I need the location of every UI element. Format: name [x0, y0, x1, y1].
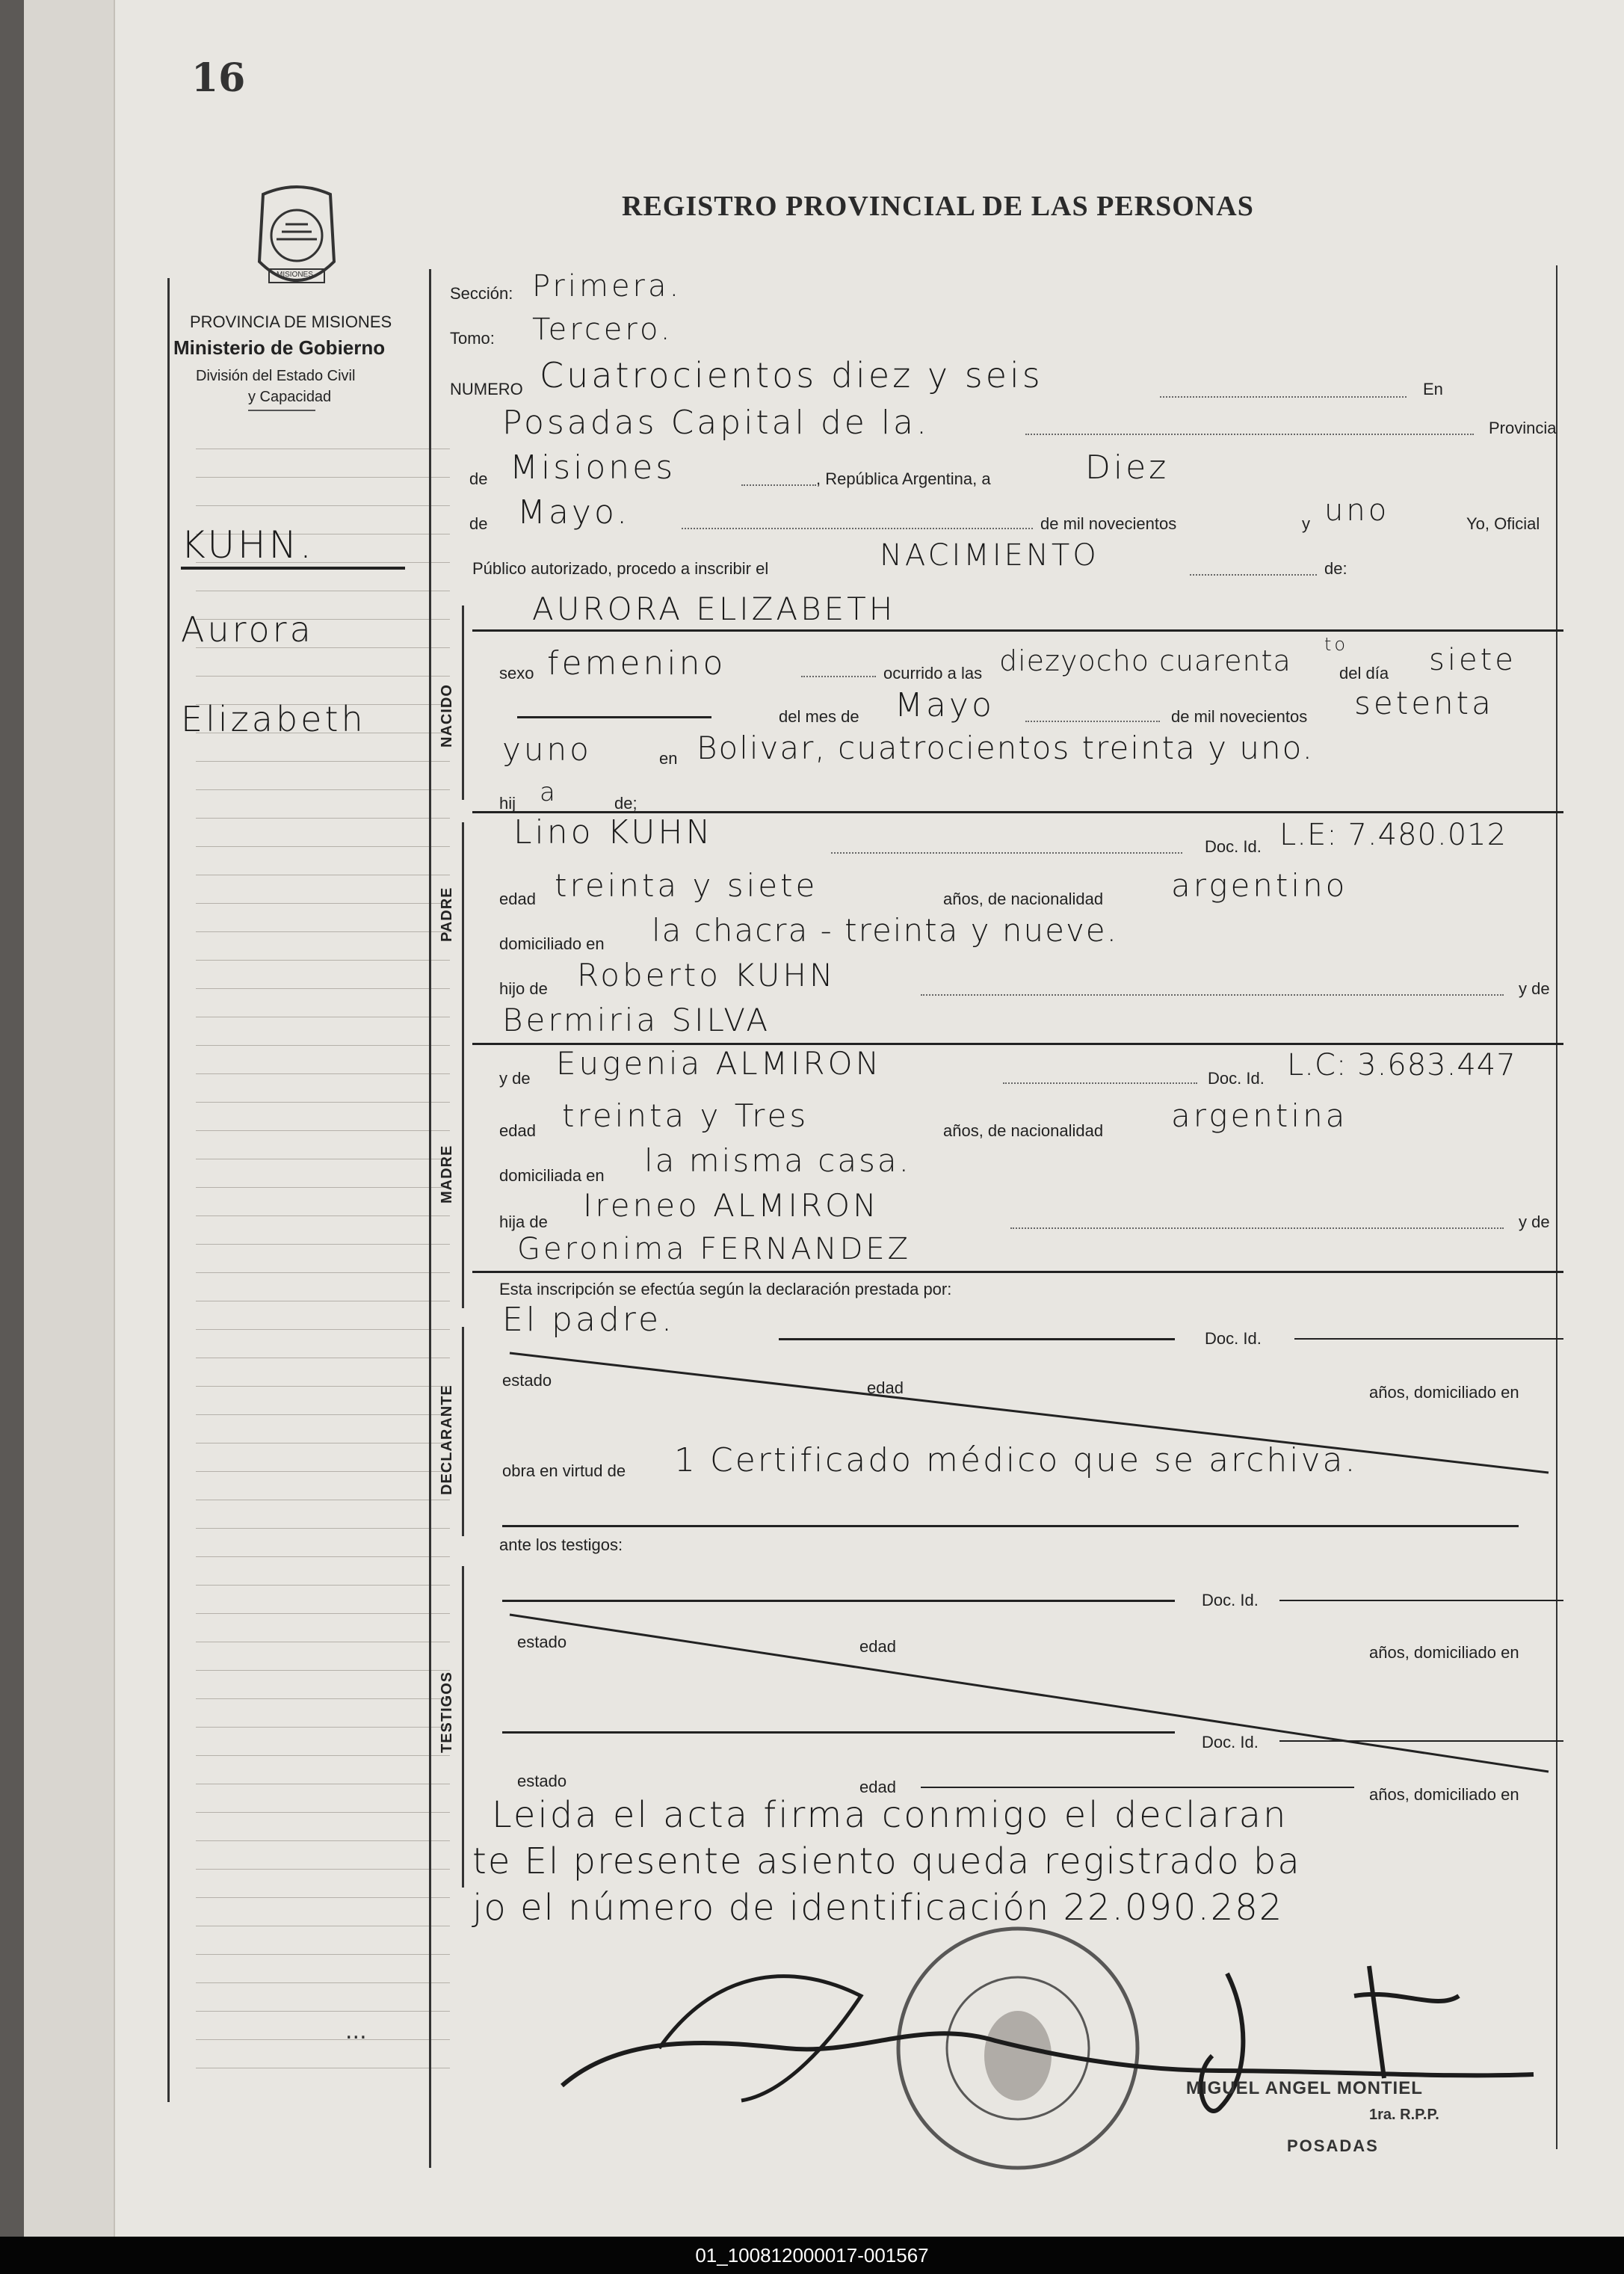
observation-line-2: te El presente asiento queda registrado ba — [472, 1840, 1301, 1882]
form-left-rule — [429, 269, 431, 2168]
margin-ruled-line — [196, 1585, 450, 1586]
margin-ruled-line — [196, 1840, 450, 1841]
value-padre: Lino KUHN — [513, 813, 714, 851]
province-name: PROVINCIA DE MISIONES — [190, 312, 392, 331]
dotted-line — [831, 852, 1182, 854]
label-seccion: Sección: — [450, 284, 513, 303]
value-anio-nac: setenta — [1354, 685, 1494, 721]
margin-ruled-line — [196, 1130, 450, 1131]
dotted-line — [801, 676, 876, 677]
margin-ruled-line — [196, 1102, 450, 1103]
value-padre-dom: la chacra - treinta y nueve. — [652, 912, 1118, 949]
value-padre-nac: argentino — [1171, 867, 1348, 904]
value-acto: NACIMIENTO — [880, 538, 1099, 573]
label-en: En — [1423, 380, 1443, 398]
margin-ruled-line — [196, 477, 450, 478]
label-sexo: sexo — [499, 664, 534, 682]
margin-ruled-line — [196, 1670, 450, 1671]
label-mil: de mil novecientos — [1040, 514, 1177, 533]
label-de-colon: de: — [1324, 559, 1347, 578]
margin-ruled-line — [196, 1045, 450, 1046]
margin-ruled-line — [196, 1471, 450, 1472]
solid-rule — [1279, 1600, 1563, 1601]
margin-ruled-line — [196, 1727, 450, 1728]
dotted-line — [921, 994, 1504, 996]
margin-ruled-line — [196, 1272, 450, 1273]
seal-text: MISIONES — [277, 271, 313, 279]
official-title: 1ra. R.P.P. — [1369, 2107, 1439, 2123]
margin-ruled-line — [196, 818, 450, 819]
label-anos-dom-testigo-2: años, domiciliado en — [1369, 1785, 1519, 1804]
value-anio-nac-2: yuno — [502, 731, 592, 768]
margin-ruled-line — [196, 988, 450, 989]
label-publico: Público autorizado, procedo a inscribir el — [472, 559, 769, 578]
solid-rule — [1279, 1740, 1563, 1742]
dotted-line — [1190, 574, 1317, 576]
label-hijo-de: hijo de — [499, 979, 548, 998]
division-underline — [248, 410, 315, 411]
observation-line-1: Leida el acta firma conmigo el declaran — [492, 1794, 1288, 1836]
value-madre-nac: argentina — [1171, 1097, 1348, 1134]
ministry-name: Ministerio de Gobierno — [173, 336, 386, 359]
margin-ruled-line — [196, 903, 450, 904]
section-label-padre: PADRE — [439, 887, 455, 942]
label-yo: Yo, Oficial — [1466, 514, 1540, 533]
nacido-bracket — [462, 606, 464, 800]
page-number: 16 — [191, 55, 246, 101]
margin-ruled-line — [196, 960, 450, 961]
label-numero: NUMERO — [450, 380, 523, 398]
label-ocurrido: ocurrido a las — [883, 664, 983, 682]
label-republica: , República Argentina, a — [816, 469, 991, 488]
label-hija-de: hija de — [499, 1213, 548, 1231]
value-hora: diezyocho cuarenta — [999, 644, 1291, 677]
official-name: MIGUEL ANGEL MONTIEL — [1186, 2078, 1423, 2098]
image-filename-footer: 01_100812000017-001567 — [0, 2237, 1624, 2274]
value-lugar-nac: Bolivar, cuatrocientos treinta y uno. — [697, 730, 1314, 766]
label-y: y — [1302, 514, 1310, 533]
padre-bracket — [462, 822, 464, 1084]
label-de: de — [469, 469, 488, 488]
value-sexo: femenino — [547, 644, 726, 682]
label-doc-id-padre: Doc. Id. — [1205, 837, 1262, 856]
label-provincia: Provincia — [1489, 419, 1557, 437]
official-location: POSADAS — [1287, 2136, 1379, 2155]
value-madre-hija-de: Ireneo ALMIRON — [583, 1187, 880, 1224]
section-label-testigos: TESTIGOS — [439, 1671, 455, 1753]
label-obra: obra en virtud de — [502, 1461, 626, 1480]
margin-ruled-line — [196, 1897, 450, 1898]
label-hij: hij — [499, 794, 516, 813]
label-y-de-madre: y de — [499, 1069, 531, 1088]
madre-bracket — [462, 1061, 464, 1308]
dotted-line — [682, 528, 1033, 529]
label-mil-2: de mil novecientos — [1171, 707, 1308, 726]
value-padre-hijo-de: Roberto KUHN — [577, 957, 836, 993]
value-lugar: Posadas Capital de la. — [502, 404, 930, 442]
surname-underline — [181, 567, 405, 570]
label-ante: ante los testigos: — [499, 1535, 623, 1554]
sidebar-name-2: Elizabeth — [181, 699, 366, 739]
label-domiciliado-padre: domiciliado en — [499, 934, 605, 953]
value-obra: 1 Certificado médico que se archiva. — [674, 1441, 1358, 1479]
value-nombre: AURORA ELIZABETH — [532, 591, 896, 627]
margin-ruled-line — [196, 1869, 450, 1870]
label-edad-testigo-2: edad — [859, 1778, 896, 1796]
margin-ruled-line — [196, 1386, 450, 1387]
margin-ruled-line — [196, 1954, 450, 1955]
label-edad-padre: edad — [499, 890, 536, 908]
label-doc-id-testigo-1: Doc. Id. — [1202, 1591, 1259, 1609]
margin-ruled-line — [196, 1613, 450, 1614]
margin-ruled-line — [196, 1215, 450, 1216]
solid-rule — [517, 716, 711, 718]
margin-ruled-line — [196, 1414, 450, 1415]
value-provincia: Misiones — [510, 449, 676, 487]
section-label-nacido: NACIDO — [439, 684, 455, 748]
solid-rule — [472, 629, 1563, 632]
margin-ruled-line — [196, 1329, 450, 1330]
margin-ruled-line — [196, 789, 450, 790]
section-label-madre: MADRE — [439, 1144, 455, 1204]
division-name-2: y Capacidad — [248, 389, 332, 405]
dotted-line — [1160, 396, 1407, 398]
dotted-line — [1025, 434, 1474, 435]
margin-ruled-line — [196, 2011, 450, 2012]
label-inscripcion: Esta inscripción se efectúa según la declaración prestada por: — [499, 1280, 952, 1298]
solid-rule — [502, 1525, 1519, 1527]
value-madre-edad: treinta y Tres — [562, 1097, 809, 1134]
province-seal — [248, 179, 345, 299]
sidebar-surname: KUHN. — [181, 523, 315, 567]
label-y-de-padre: y de — [1519, 979, 1550, 998]
margin-ruled-line — [196, 1073, 450, 1074]
label-del-mes: del mes de — [779, 707, 859, 726]
sidebar-left-rule — [167, 278, 170, 2102]
margin-ruled-line — [196, 1812, 450, 1813]
value-padre-madre: Bermiria SILVA — [502, 1002, 771, 1038]
sidebar-name-1: Aurora — [181, 609, 314, 650]
label-edad-testigo-1: edad — [859, 1637, 896, 1656]
dotted-line — [1025, 721, 1160, 722]
margin-ruled-line — [196, 1755, 450, 1756]
testigos-strike-line — [502, 1607, 1563, 1779]
value-tomo: Tercero. — [532, 312, 673, 347]
label-doc-id-madre: Doc. Id. — [1208, 1069, 1265, 1088]
margin-ruled-line — [196, 846, 450, 847]
label-de-3: de; — [614, 794, 637, 813]
label-estado-declarante: estado — [502, 1371, 552, 1390]
solid-rule — [779, 1338, 1175, 1340]
label-del-dia: del día — [1339, 664, 1389, 682]
value-dia: Diez — [1085, 449, 1170, 487]
value-seccion: Primera. — [532, 269, 682, 303]
margin-ruled-line — [196, 505, 450, 506]
division-name: División del Estado Civil — [196, 368, 356, 384]
dotted-line — [741, 484, 816, 486]
margin-ruled-line — [196, 1244, 450, 1245]
sidebar-dots: ... — [345, 2018, 367, 2045]
margin-ruled-line — [196, 1982, 450, 1983]
margin-ruled-line — [196, 676, 450, 677]
solid-rule — [472, 1271, 1563, 1273]
value-padre-doc: L.E: 7.480.012 — [1279, 818, 1507, 852]
value-anio: uno — [1324, 493, 1390, 528]
margin-ruled-line — [196, 2039, 450, 2040]
testigos-bracket — [462, 1566, 464, 1888]
observation-line-3: jo el número de identificación 22.090.282 — [472, 1887, 1284, 1929]
label-anos-nac-madre: años, de nacionalidad — [943, 1121, 1104, 1140]
label-doc-id-testigo-2: Doc. Id. — [1202, 1733, 1259, 1751]
label-anos-dom-testigo-1: años, domiciliado en — [1369, 1643, 1519, 1662]
label-en-2: en — [659, 749, 678, 768]
page-binding — [24, 0, 115, 2237]
margin-ruled-line — [196, 761, 450, 762]
solid-rule — [1294, 1338, 1563, 1340]
solid-rule — [921, 1787, 1354, 1788]
margin-ruled-line — [196, 1528, 450, 1529]
label-de-2: de — [469, 514, 488, 533]
label-anos-dom-declarante: años, domiciliado en — [1369, 1383, 1519, 1402]
value-dia-nac: siete — [1429, 643, 1516, 677]
value-padre-edad: treinta y siete — [555, 867, 818, 904]
value-madre-madre: Geronima FERNANDEZ — [517, 1232, 912, 1266]
value-madre-doc: L.C: 3.683.447 — [1287, 1048, 1516, 1082]
margin-ruled-line — [196, 931, 450, 932]
label-estado-testigo-2: estado — [517, 1772, 567, 1790]
margin-ruled-line — [196, 1556, 450, 1557]
value-hora-sup: to — [1324, 634, 1349, 655]
value-hij: a — [540, 777, 558, 807]
margin-ruled-line — [196, 1187, 450, 1188]
value-madre-dom: la misma casa. — [644, 1142, 912, 1179]
label-doc-id-declarante: Doc. Id. — [1205, 1329, 1262, 1348]
value-declarante: El padre. — [502, 1301, 676, 1339]
label-anos-nac-padre: años, de nacionalidad — [943, 890, 1104, 908]
label-tomo: Tomo: — [450, 329, 495, 348]
section-label-declarante: DECLARANTE — [439, 1384, 455, 1495]
label-domiciliada: domiciliada en — [499, 1166, 605, 1185]
solid-rule — [502, 1731, 1175, 1734]
dotted-line — [1010, 1227, 1504, 1229]
solid-rule — [502, 1600, 1175, 1602]
dotted-line — [1003, 1082, 1197, 1084]
label-edad-declarante: edad — [867, 1378, 904, 1397]
declarante-bracket — [462, 1327, 464, 1536]
value-mes-nac: Mayo — [895, 686, 995, 724]
document-title: REGISTRO PROVINCIAL DE LAS PERSONAS — [622, 191, 1254, 222]
label-edad-madre: edad — [499, 1121, 536, 1140]
margin-ruled-line — [196, 1698, 450, 1699]
label-estado-testigo-1: estado — [517, 1633, 567, 1651]
value-numero: Cuatrocientos diez y seis — [540, 355, 1043, 395]
value-madre: Eugenia ALMIRON — [556, 1045, 882, 1082]
form-right-rule — [1556, 265, 1557, 2149]
document-page — [24, 0, 1624, 2237]
value-mes: Mayo. — [517, 493, 631, 531]
label-y-de-madre-2: y de — [1519, 1213, 1550, 1231]
